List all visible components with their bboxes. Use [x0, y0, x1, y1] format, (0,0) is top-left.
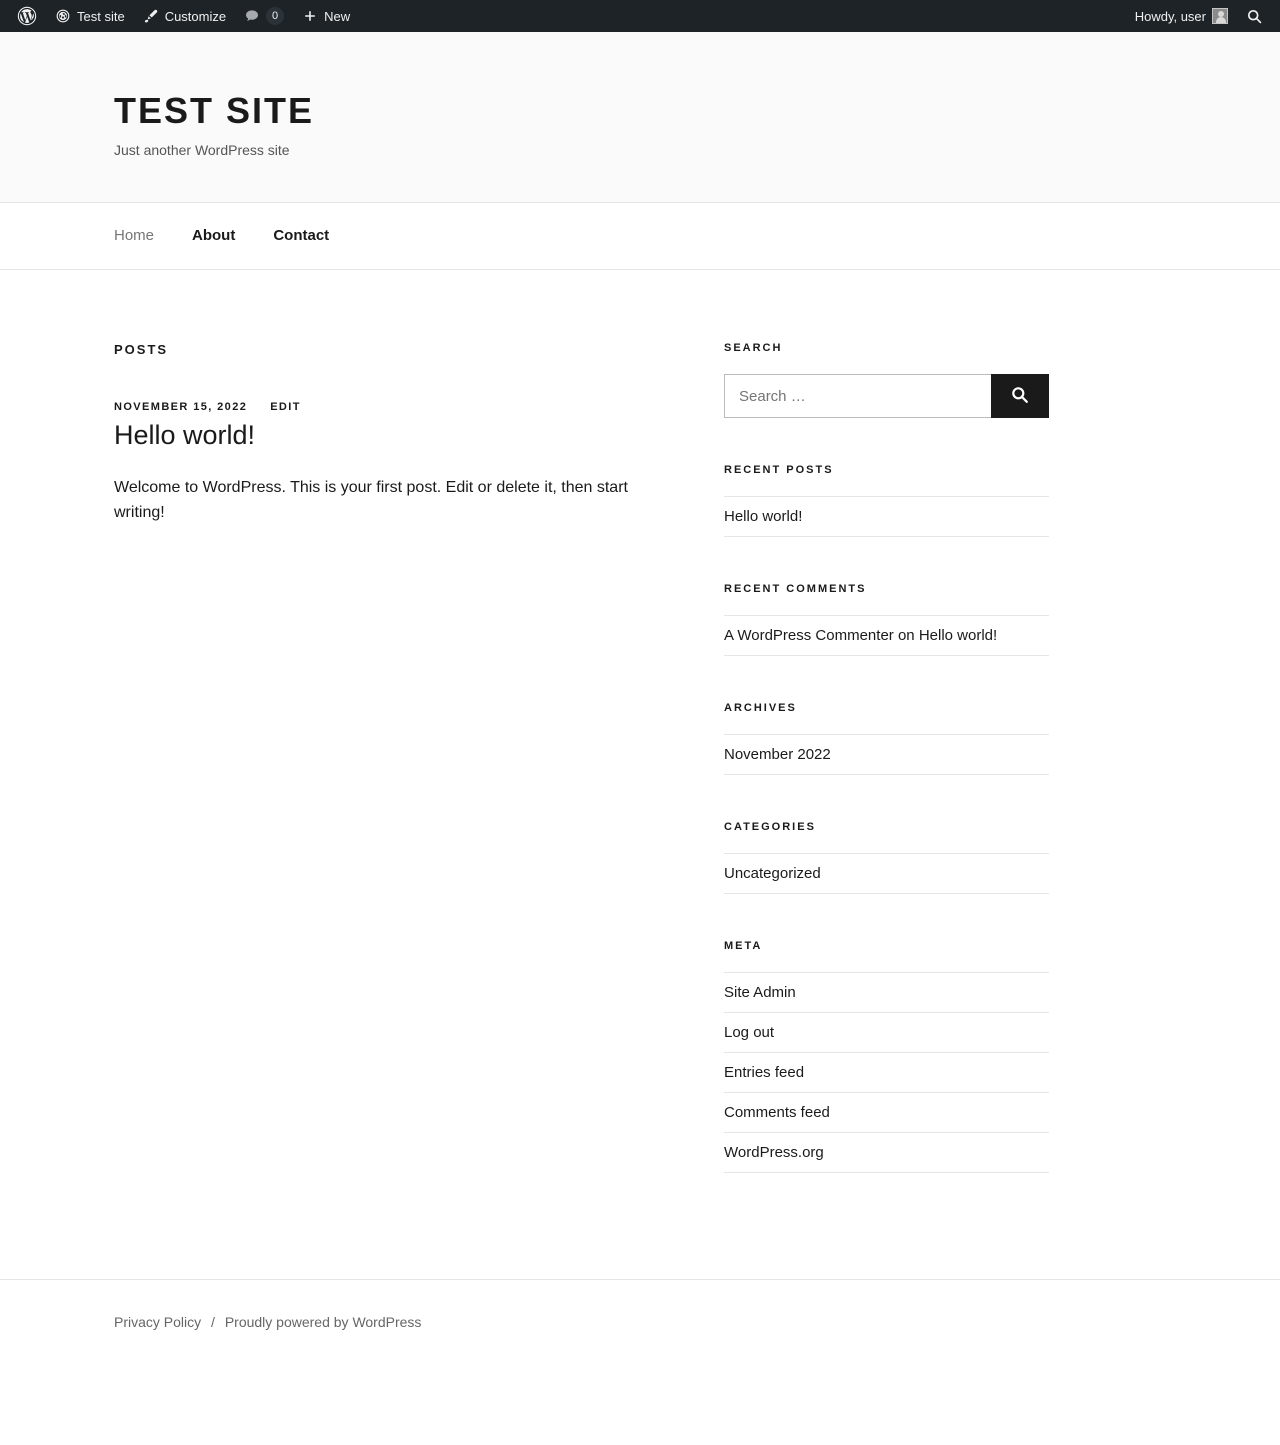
post-title[interactable]: Hello world! — [114, 420, 256, 450]
list-item — [724, 972, 1049, 1013]
site-header — [0, 32, 1280, 203]
paintbrush-icon — [143, 8, 159, 24]
search-input[interactable] — [724, 374, 991, 418]
plus-icon — [302, 8, 318, 24]
privacy-policy-link[interactable]: Privacy Policy — [114, 1314, 202, 1330]
widget-archives — [724, 702, 1049, 775]
post-meta — [114, 401, 674, 413]
widget-title-categories: CATEGORIES — [724, 821, 816, 833]
comments-link[interactable] — [235, 0, 293, 32]
page-title[interactable]: TEST SITE — [114, 90, 315, 131]
post-content — [114, 475, 674, 526]
list-item — [724, 734, 1049, 775]
post-date-link[interactable]: NOVEMBER 15, 2022 — [114, 401, 248, 413]
sidebar — [724, 342, 1049, 1219]
dashboard-home-icon — [55, 8, 71, 24]
post-article — [114, 401, 674, 526]
comments-count: 0 — [266, 7, 284, 25]
footer-separator: / — [211, 1314, 215, 1330]
widget-search — [724, 342, 1049, 418]
search-icon — [1010, 385, 1030, 408]
widget-title-archives: ARCHIVES — [724, 702, 797, 714]
categories-list — [724, 853, 1049, 894]
widget-title-meta: META — [724, 940, 763, 952]
main-content — [114, 342, 724, 1219]
meta-link-comments-feed[interactable]: Comments feed — [724, 1104, 830, 1121]
admin-bar-site-name: Test site — [77, 8, 125, 24]
content-area — [114, 270, 1166, 1279]
archives-list — [724, 734, 1049, 775]
comment-on-word: on — [897, 627, 915, 644]
site-name-menu[interactable] — [46, 0, 134, 32]
list-item — [724, 1053, 1049, 1093]
primary-navigation — [0, 203, 1280, 270]
customize-label: Customize — [164, 8, 227, 24]
meta-list — [724, 972, 1049, 1173]
widget-title-search: SEARCH — [724, 342, 783, 354]
site-description: Just another WordPress site — [114, 142, 290, 158]
avatar — [1212, 8, 1228, 24]
howdy-label: Howdy, user — [1134, 8, 1206, 24]
widget-title-recent-posts: RECENT POSTS — [724, 464, 834, 476]
comment-post-link[interactable]: Hello world! — [918, 627, 998, 644]
widget-meta — [724, 940, 1049, 1173]
admin-bar-search-toggle[interactable] — [1237, 0, 1272, 32]
customize-link[interactable] — [134, 0, 235, 32]
meta-link-site-admin[interactable]: Site Admin — [724, 984, 796, 1001]
archive-link[interactable]: November 2022 — [724, 746, 831, 763]
meta-link-wordpress-org[interactable]: WordPress.org — [724, 1144, 824, 1161]
list-item — [724, 496, 1049, 537]
new-label: New — [324, 8, 351, 24]
search-form — [724, 374, 1049, 418]
list-item — [724, 615, 1049, 656]
new-content-menu[interactable] — [293, 0, 359, 32]
nav-item-about[interactable]: About — [192, 227, 236, 244]
widget-recent-comments — [724, 583, 1049, 656]
comment-bubble-icon — [244, 8, 260, 24]
widget-categories — [724, 821, 1049, 894]
wordpress-logo-icon — [17, 6, 37, 26]
list-item — [724, 1093, 1049, 1133]
meta-link-entries-feed[interactable]: Entries feed — [724, 1064, 805, 1081]
site-footer — [0, 1279, 1280, 1364]
post-body-text: Welcome to WordPress. This is your first post. Edit or delete it, then start writing! — [114, 478, 628, 522]
posts-heading: POSTS — [114, 342, 169, 357]
post-edit-link[interactable]: EDIT — [270, 401, 301, 413]
recent-post-link[interactable]: Hello world! — [724, 508, 803, 525]
nav-item-contact[interactable]: Contact — [273, 227, 330, 244]
meta-link-log-out[interactable]: Log out — [724, 1024, 775, 1041]
nav-item-home[interactable]: Home — [114, 227, 155, 244]
search-submit-button[interactable] — [991, 374, 1049, 418]
recent-posts-list — [724, 496, 1049, 537]
widget-title-recent-comments: RECENT COMMENTS — [724, 583, 867, 595]
search-icon — [1246, 8, 1263, 25]
my-account-menu[interactable] — [1126, 0, 1237, 32]
category-link[interactable]: Uncategorized — [724, 865, 821, 882]
list-item — [724, 1133, 1049, 1173]
list-item — [724, 853, 1049, 894]
recent-comments-list — [724, 615, 1049, 656]
admin-bar — [0, 0, 1280, 32]
comment-author: A WordPress Commenter — [724, 627, 894, 644]
powered-by-link[interactable]: Proudly powered by WordPress — [224, 1314, 422, 1330]
widget-recent-posts — [724, 464, 1049, 537]
list-item — [724, 1013, 1049, 1053]
wp-logo-menu[interactable] — [8, 0, 46, 32]
footer-credits — [114, 1314, 1166, 1330]
